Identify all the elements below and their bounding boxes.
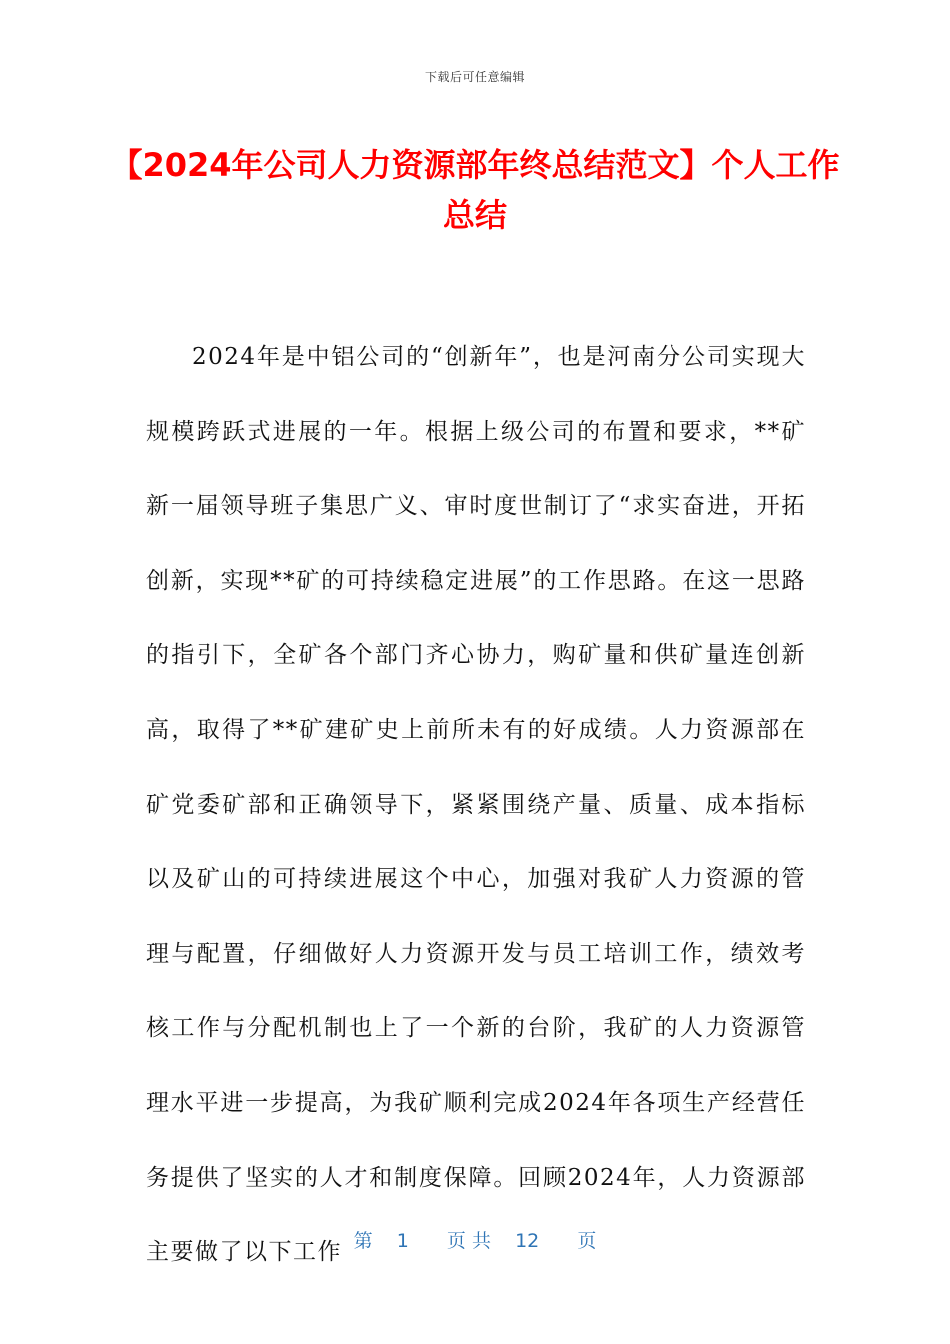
- page-footer: [0, 1226, 950, 1253]
- document-title: 【2024年公司人力资源部年终总结范文】个人工作总结: [110, 146, 840, 234]
- footer-total-pages: 12: [515, 1230, 540, 1252]
- header-note: 下载后可任意编辑: [424, 70, 525, 84]
- footer-page-middle: 页 共: [446, 1230, 491, 1252]
- footer-current-page: 1: [396, 1230, 409, 1252]
- body-paragraph: 2024年是中铝公司的“创新年”，也是河南分公司实现大规模跨跃式进展的一年。根据上级公司的布置和要求，**矿新一届领导班子集思广义、审时度世制订了“求实奋进，开拓创新，实现**矿的可持续稳定进展”的工作思路。在这一思路的指引下，全矿各个部门齐心协力，购矿量和供矿量连创新高，取得了**矿建矿史上前所未有的好成绩。人力资源部在矿党委矿部和正确领导下，紧紧围绕产量、质量、成本指标以及矿山的可持续进展这个中心，加强对我矿人力资源的管理与配置，仔细做好人力资源开发与员工培训工作，绩效考核工作与分配机制也上了一个新的台阶，我矿的人力资源管理水平进一步提高，为我矿顺利完成2024年各项生产经营任务提供了坚实的人才和制度保障。回顾2024年，人力资源部主要做了以下工作: [146, 344, 806, 1266]
- footer-page-prefix: 第: [353, 1230, 373, 1252]
- footer-page-suffix: 页: [577, 1230, 597, 1252]
